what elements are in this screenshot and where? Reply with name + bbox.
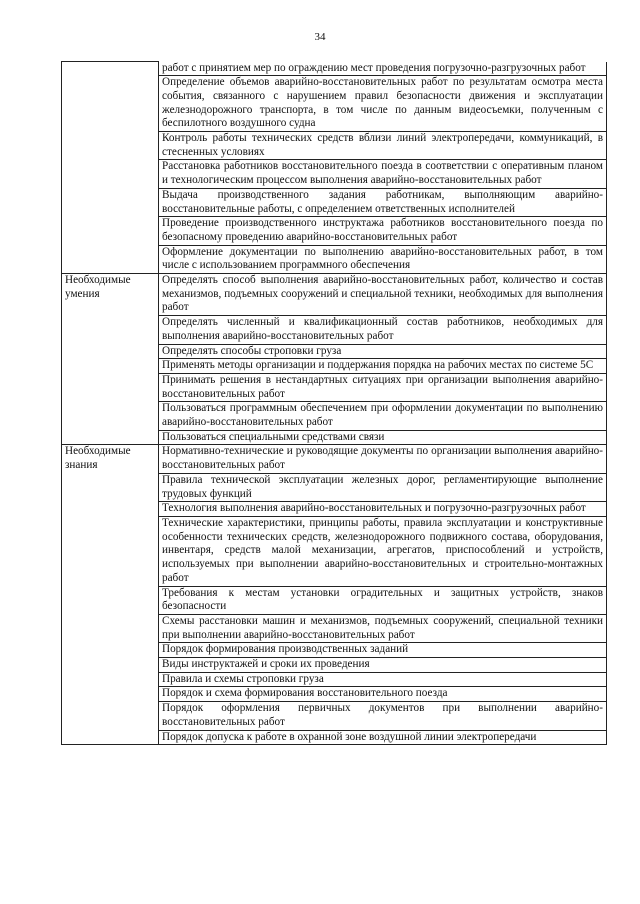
table-row <box>62 188 607 216</box>
item-text-cell: Определять способ выполнения аварийно-восстановительных работ, количество и состав механизмов, подъемных сооружений и специальной техники, необходимых для выполнения работ <box>159 274 607 316</box>
item-text-cell: Технология выполнения аварийно-восстановительных и погрузочно-разгрузочных работ <box>159 502 607 517</box>
table-row <box>62 473 607 501</box>
section-label-cell <box>62 62 159 76</box>
section-label-cell <box>62 586 159 614</box>
section-label-cell <box>62 502 159 517</box>
section-label-cell <box>62 643 159 658</box>
item-text-cell: Порядок и схема формирования восстановительного поезда <box>159 687 607 702</box>
item-text-cell: Определение объемов аварийно-восстановительных работ по результатам осмотра места события, связанного с нарушением правил безопасности движения и эксплуатации железнодорожного транспорта, в том числе по данным видеосъемки, полученным с беспилотного воздушного судна <box>159 76 607 132</box>
item-text-cell: Требования к местам установки оградительных и защитных устройств, знаков безопасности <box>159 586 607 614</box>
item-text-cell: Выдача производственного задания работникам, выполняющим аварийно-восстановительные работы, с определением ответственных исполнителей <box>159 188 607 216</box>
table-row <box>62 658 607 673</box>
section-label-cell: Необходимые знания <box>62 445 159 473</box>
item-text-cell: Порядок формирования производственных заданий <box>159 643 607 658</box>
table-row <box>62 517 607 587</box>
section-label-cell <box>62 245 159 273</box>
table-row <box>62 643 607 658</box>
table-row <box>62 730 607 745</box>
section-label-cell <box>62 344 159 359</box>
table-row <box>62 687 607 702</box>
table-row <box>62 217 607 245</box>
item-text-cell: Расстановка работников восстановительного поезда в соответствии с оперативным планом и технологическим процессом выполнения аварийно-восстановительных работ <box>159 160 607 188</box>
table-row <box>62 373 607 401</box>
table-row <box>62 245 607 273</box>
item-text-cell: Порядок оформления первичных документов при выполнении аварийно-восстановительных работ <box>159 702 607 730</box>
item-text-cell: Нормативно-технические и руководящие документы по организации выполнения аварийно-восстановительных работ <box>159 445 607 473</box>
table-row <box>62 502 607 517</box>
item-text-cell: Виды инструктажей и сроки их проведения <box>159 658 607 673</box>
table-row <box>62 445 607 473</box>
table-row <box>62 402 607 430</box>
table-row <box>62 274 607 316</box>
item-text-cell: Контроль работы технических средств вблизи линий электропередачи, коммуникаций, в стесненных условиях <box>159 132 607 160</box>
table-row <box>62 702 607 730</box>
section-label-cell <box>62 188 159 216</box>
item-text-cell: Порядок допуска к работе в охранной зоне воздушной линии электропередачи <box>159 730 607 745</box>
table-row <box>62 76 607 132</box>
competency-table <box>61 61 607 745</box>
table-row <box>62 316 607 344</box>
item-text-cell: Проведение производственного инструктажа работников восстановительного поезда по безопасному проведению аварийно-восстановительных работ <box>159 217 607 245</box>
table-row <box>62 614 607 642</box>
section-label-cell <box>62 614 159 642</box>
item-text-cell: Определять численный и квалификационный состав работников, необходимых для выполнения аварийно-восстановительных работ <box>159 316 607 344</box>
table-row <box>62 359 607 374</box>
item-text-cell: Правила и схемы строповки груза <box>159 672 607 687</box>
item-text-cell: работ с принятием мер по ограждению мест проведения погрузочно-разгрузочных работ <box>159 62 607 76</box>
table-body <box>62 62 607 745</box>
section-label-cell <box>62 702 159 730</box>
section-label-cell <box>62 658 159 673</box>
section-label-cell <box>62 316 159 344</box>
table-row <box>62 344 607 359</box>
section-label-cell <box>62 76 159 132</box>
section-label-cell <box>62 160 159 188</box>
section-label-cell <box>62 217 159 245</box>
section-label-cell <box>62 373 159 401</box>
item-text-cell: Принимать решения в нестандартных ситуациях при организации выполнения аварийно-восстановительных работ <box>159 373 607 401</box>
item-text-cell: Пользоваться программным обеспечением при оформлении документации по выполнению аварийно-восстановительных работ <box>159 402 607 430</box>
section-label-cell <box>62 517 159 587</box>
item-text-cell: Пользоваться специальными средствами связи <box>159 430 607 445</box>
table-row <box>62 132 607 160</box>
item-text-cell: Схемы расстановки машин и механизмов, подъемных сооружений, специальной техники при выполнении аварийно-восстановительных работ <box>159 614 607 642</box>
section-label-cell <box>62 473 159 501</box>
table-row <box>62 430 607 445</box>
table-row <box>62 62 607 76</box>
item-text-cell: Применять методы организации и поддержания порядка на рабочих местах по системе 5С <box>159 359 607 374</box>
section-label-cell <box>62 430 159 445</box>
section-label-cell <box>62 402 159 430</box>
item-text-cell: Оформление документации по выполнению аварийно-восстановительных работ, в том числе с использованием программного обеспечения <box>159 245 607 273</box>
section-label-cell <box>62 730 159 745</box>
table-row <box>62 160 607 188</box>
item-text-cell: Технические характеристики, принципы работы, правила эксплуатации и конструктивные особенности технических средств, железнодорожного подвижного состава, оборудования, инвентаря, средств малой механизации, агрегатов, приспособлений и устройств, используемых при выполнении аварийно-восстановительных и строительно-монтажных работ <box>159 517 607 587</box>
table-row <box>62 586 607 614</box>
section-label-cell <box>62 132 159 160</box>
section-label-cell <box>62 687 159 702</box>
section-label-cell <box>62 672 159 687</box>
table-row <box>62 672 607 687</box>
section-label-cell: Необходимые умения <box>62 274 159 316</box>
section-label-cell <box>62 359 159 374</box>
page-number: 34 <box>314 31 326 43</box>
item-text-cell: Правила технической эксплуатации железных дорог, регламентирующие выполнение трудовых функций <box>159 473 607 501</box>
item-text-cell: Определять способы строповки груза <box>159 344 607 359</box>
